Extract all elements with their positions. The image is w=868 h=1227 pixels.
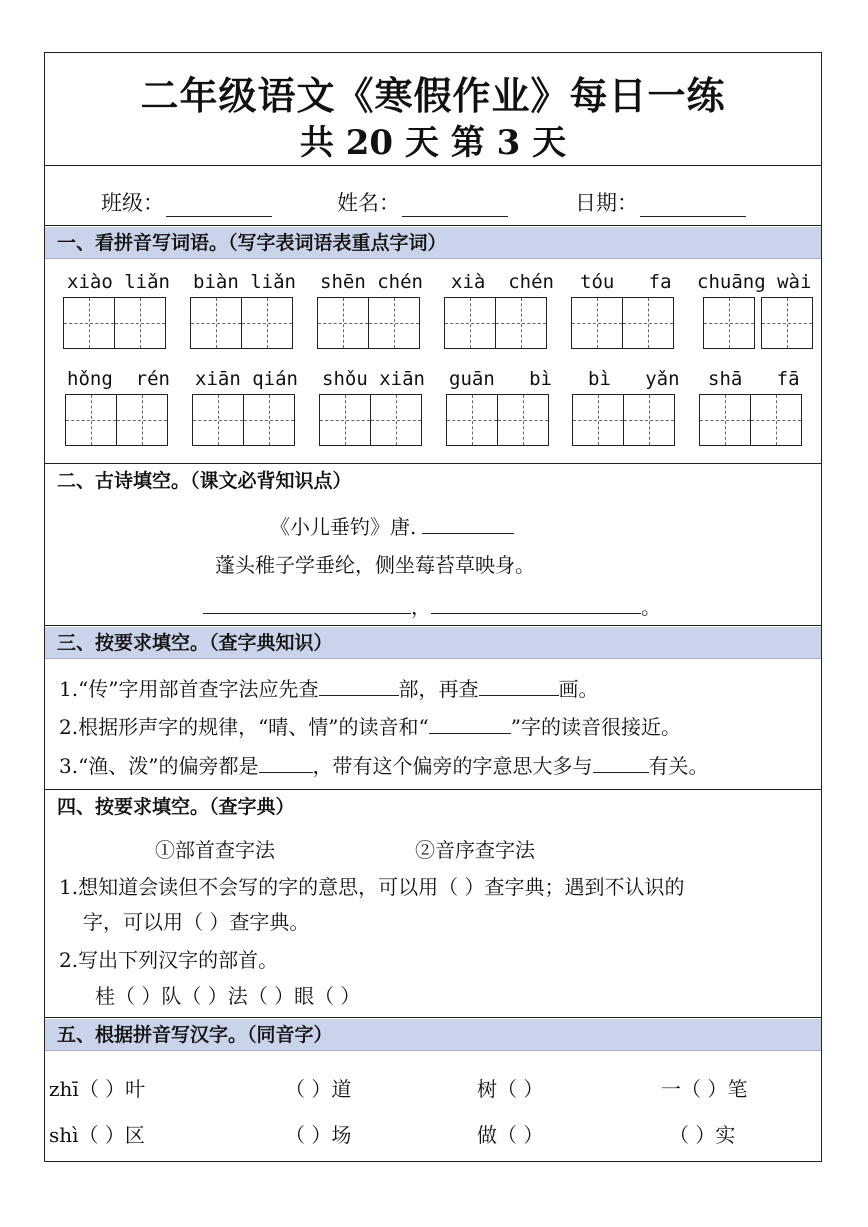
pinyin: hǒng rén [67, 368, 170, 390]
answer-blank[interactable] [203, 593, 411, 614]
section-4-heading: 四、按要求填空。（查字典） [57, 796, 295, 818]
question-3-1: 1.“传”字用部首查字法应先查 部，再查 画。 [59, 677, 599, 701]
section-1-heading: 一、看拼音写词语。（写字表词语表重点字词） [45, 227, 821, 259]
writing-grid[interactable] [572, 394, 675, 446]
writing-grid[interactable] [444, 297, 547, 349]
section-3-heading: 三、按要求填空。（查字典知识） [45, 627, 821, 659]
answer-blank[interactable] [259, 752, 313, 773]
writing-grid[interactable] [192, 394, 295, 446]
writing-grid[interactable] [571, 297, 674, 349]
option-1: ①部首查字法 [155, 838, 275, 862]
poem-title: 《小儿垂钓》唐. [270, 511, 514, 540]
worksheet [44, 52, 822, 1162]
homophone-item: 一（ ）笔 [661, 1077, 748, 1101]
radical-chars: 桂（ ）队（ ）法（ ）眼（ ） [95, 984, 361, 1008]
pinyin: biàn liǎn [193, 271, 296, 293]
answer-blank[interactable] [319, 675, 399, 696]
student-info [45, 165, 821, 226]
writing-grid[interactable] [63, 297, 166, 349]
homophone-item: 树（ ） [477, 1077, 544, 1101]
pinyin: xià chén [451, 271, 554, 293]
page-subtitle: 共 20 天 第 3 天 [299, 123, 567, 163]
class-field[interactable]: 班级： [101, 187, 272, 217]
page-title: 二年级语文《寒假作业》每日一练 [140, 73, 726, 118]
pinyin: shǒu xiān [322, 368, 425, 390]
question-3-3: 3.“渔、泼”的偏旁都是 ，带有这个偏旁的字意思大多与 有关。 [59, 754, 709, 778]
writing-grid[interactable] [317, 297, 420, 349]
writing-grid[interactable] [699, 394, 802, 446]
writing-grid[interactable] [761, 297, 813, 349]
pinyin: chuāng wài [697, 271, 812, 293]
writing-grid[interactable] [703, 297, 755, 349]
pinyin: shā fā [708, 368, 800, 390]
name-field[interactable]: 姓名： [337, 187, 508, 217]
answer-blank[interactable] [431, 593, 641, 614]
date-field[interactable]: 日期： [575, 187, 746, 217]
homophone-item: shì（ ）区 [49, 1123, 145, 1147]
question-4-2: 2.写出下列汉字的部首。 [59, 948, 279, 972]
homophone-item: （ ）道 [285, 1077, 352, 1101]
question-4-1: 1.想知道会读但不会写的字的意思，可以用（ ）查字典；遇到不认识的 [59, 875, 685, 899]
answer-blank[interactable] [429, 713, 511, 734]
pinyin: guān bì [449, 368, 552, 390]
writing-grid[interactable] [65, 394, 168, 446]
answer-blank[interactable] [479, 675, 559, 696]
title-block [45, 53, 821, 166]
writing-grid[interactable] [190, 297, 293, 349]
pinyin: shēn chén [320, 271, 423, 293]
pinyin: xiān qián [195, 368, 298, 390]
poem-fill-line: ， 。 [203, 591, 661, 620]
section-2-heading: 二、古诗填空。（课文必背知识点） [57, 470, 352, 492]
section-5-heading: 五、根据拼音写汉字。（同音字） [45, 1019, 821, 1051]
pinyin: xiào liǎn [67, 271, 170, 293]
homophone-item: 做（ ） [477, 1123, 544, 1147]
pinyin: bì yǎn [588, 368, 680, 390]
answer-blank[interactable] [593, 752, 649, 773]
homophone-item: （ ）场 [285, 1123, 352, 1147]
answer-blank[interactable] [422, 513, 514, 534]
question-3-2: 2.根据形声字的规律，“晴、情”的读音和“ ”字的读音很接近。 [59, 715, 681, 739]
writing-grid[interactable] [446, 394, 549, 446]
poem-line: 蓬头稚子学垂纶，侧坐莓苔草映身。 [215, 553, 535, 577]
writing-grid[interactable] [319, 394, 422, 446]
homophone-item: zhī（ ）叶 [49, 1077, 146, 1101]
question-4-1-cont: 字，可以用（ ）查字典。 [83, 910, 310, 934]
option-2: ②音序查字法 [415, 838, 535, 862]
homophone-item: （ ）实 [669, 1123, 736, 1147]
pinyin: tóu fa [580, 271, 672, 293]
